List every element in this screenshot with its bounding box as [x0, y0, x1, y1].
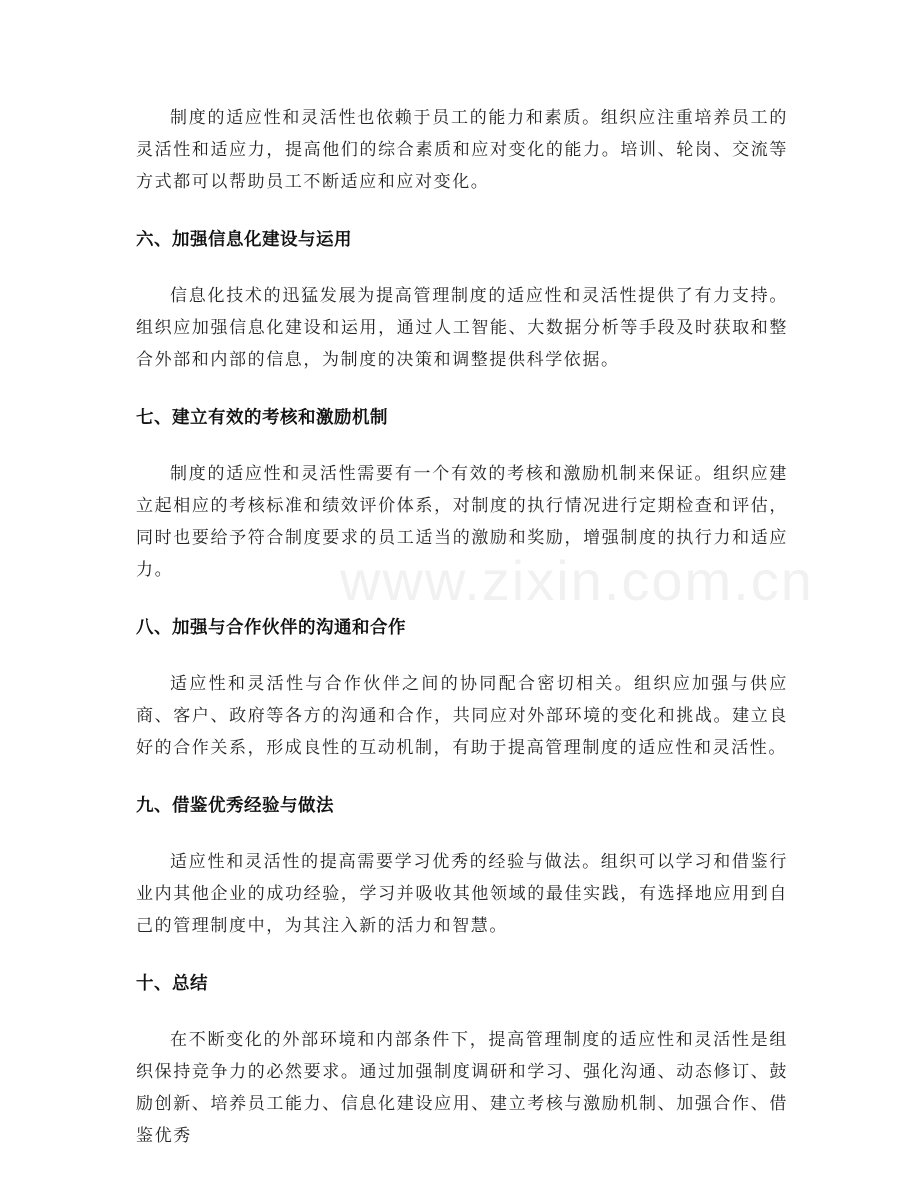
heading-section-10: 十、总结 — [136, 974, 208, 994]
paragraph-section-10: 在不断变化的外部环境和内部条件下，提高管理制度的适应性和灵活性是组织保持竞争力的必然要求。通过加强制度调研和学习、强化沟通、动态修订、鼓励创新、培养员工能力、信息化建设应用、建立考核与激励机制、加强合作、借鉴优秀 — [136, 1030, 788, 1146]
heading-section-7: 七、建立有效的考核和激励机制 — [136, 408, 388, 428]
paragraph-section-8: 适应性和灵活性与合作伙伴之间的协同配合密切相关。组织应加强与供应商、客户、政府等各方的沟通和合作，共同应对外部环境的变化和挑战。建立良好的合作关系，形成良性的互动机制，有助于提高管理制度的适应性和灵活性。 — [136, 674, 788, 758]
paragraph-section-6: 信息化技术的迅猛发展为提高管理制度的适应性和灵活性提供了有力支持。组织应加强信息化建设和运用，通过人工智能、大数据分析等手段及时获取和整合外部和内部的信息，为制度的决策和调整提供科学依据。 — [136, 286, 788, 370]
paragraph-section-7: 制度的适应性和灵活性需要有一个有效的考核和激励机制来保证。组织应建立起相应的考核标准和绩效评价体系，对制度的执行情况进行定期检查和评估，同时也要给予符合制度要求的员工适当的激励和奖励，增强制度的执行力和适应力。 — [136, 464, 788, 580]
document-body — [136, 102, 788, 1152]
heading-section-8: 八、加强与合作伙伴的沟通和合作 — [136, 618, 406, 638]
watermark-text: www.zixin.com.cn — [340, 549, 814, 612]
heading-section-9: 九、借鉴优秀经验与做法 — [136, 796, 334, 816]
paragraph-section-9: 适应性和灵活性的提高需要学习优秀的经验与做法。组织可以学习和借鉴行业内其他企业的成功经验，学习并吸收其他领域的最佳实践，有选择地应用到自己的管理制度中，为其注入新的活力和智慧。 — [136, 852, 788, 936]
heading-section-6: 六、加强信息化建设与运用 — [136, 230, 352, 250]
paragraph-employee-ability: 制度的适应性和灵活性也依赖于员工的能力和素质。组织应注重培养员工的灵活性和适应力，提高他们的综合素质和应对变化的能力。培训、轮岗、交流等方式都可以帮助员工不断适应和应对变化。 — [136, 108, 788, 192]
